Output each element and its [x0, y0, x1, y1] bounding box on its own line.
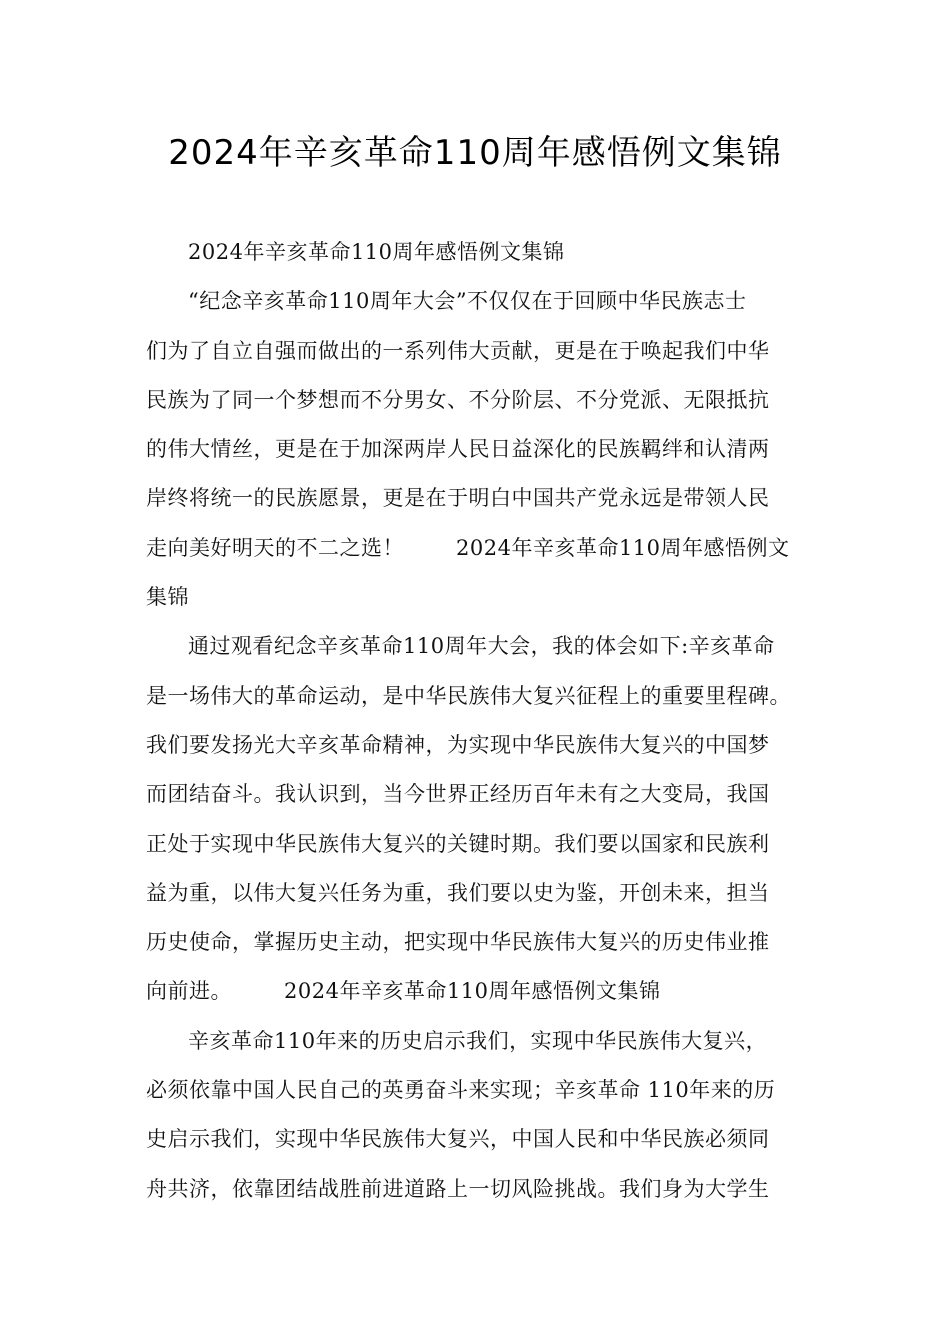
- paragraph-line: 通过观看纪念辛亥革命110周年大会，我的体会如下:辛亥革命: [188, 634, 775, 659]
- paragraph-line: 是一场伟大的革命运动，是中华民族伟大复兴征程上的重要里程碑。: [146, 683, 791, 708]
- paragraph-line: 的伟大情丝，更是在于加深两岸人民日益深化的民族羁绊和认清两: [146, 437, 770, 462]
- paragraph-line: 历史使命，掌握历史主动，把实现中华民族伟大复兴的历史伟业推: [146, 930, 770, 955]
- text-segment: 2024年辛亥革命110周年感悟例文: [456, 535, 790, 560]
- document-body: [146, 228, 818, 1214]
- document-title: 2024年辛亥革命110周年感悟例文集锦: [168, 133, 782, 173]
- paragraph-line: 必须依靠中国人民自己的英勇奋斗来实现；辛亥革命 110年来的历: [146, 1078, 776, 1103]
- paragraph-line: 2024年辛亥革命110周年感悟例文集锦: [188, 240, 565, 264]
- paragraph-line: 集锦: [146, 585, 189, 610]
- paragraph-line: 舟共济，依靠团结战胜前进道路上一切风险挑战。我们身为大学生: [146, 1176, 770, 1201]
- paragraph-line: 辛亥革命110年来的历史启示我们，实现中华民族伟大复兴，: [188, 1028, 768, 1053]
- paragraph-line: 而团结奋斗。我认识到，当今世界正经历百年未有之大变局，我国: [146, 782, 770, 807]
- paragraph-line: 们为了自立自强而做出的一系列伟大贡献，更是在于唤起我们中华: [146, 338, 770, 363]
- paragraph-line: 民族为了同一个梦想而不分男女、不分阶层、不分党派、无限抵抗: [146, 387, 770, 412]
- paragraph-line: 正处于实现中华民族伟大复兴的关键时期。我们要以国家和民族利: [146, 831, 770, 856]
- paragraph-line: 我们要发扬光大辛亥革命精神，为实现中华民族伟大复兴的中国梦: [146, 732, 770, 757]
- paragraph-line: [146, 524, 818, 573]
- paragraph-line: 益为重，以伟大复兴任务为重，我们要以史为鉴，开创未来，担当: [146, 880, 770, 905]
- text-segment: 2024年辛亥革命110周年感悟例文集锦: [284, 979, 661, 1004]
- paragraph-line: 史启示我们，实现中华民族伟大复兴，中国人民和中华民族必须同: [146, 1127, 770, 1152]
- paragraph-line: 岸终将统一的民族愿景，更是在于明白中国共产党永远是带领人民: [146, 486, 770, 511]
- text-segment: 向前进。: [146, 979, 232, 1004]
- paragraph-line: “纪念辛亥革命110周年大会”不仅仅在于回顾中华民族志士: [188, 289, 747, 314]
- text-segment: 走向美好明天的不二之选！: [146, 535, 404, 560]
- paragraph-line: [146, 967, 818, 1016]
